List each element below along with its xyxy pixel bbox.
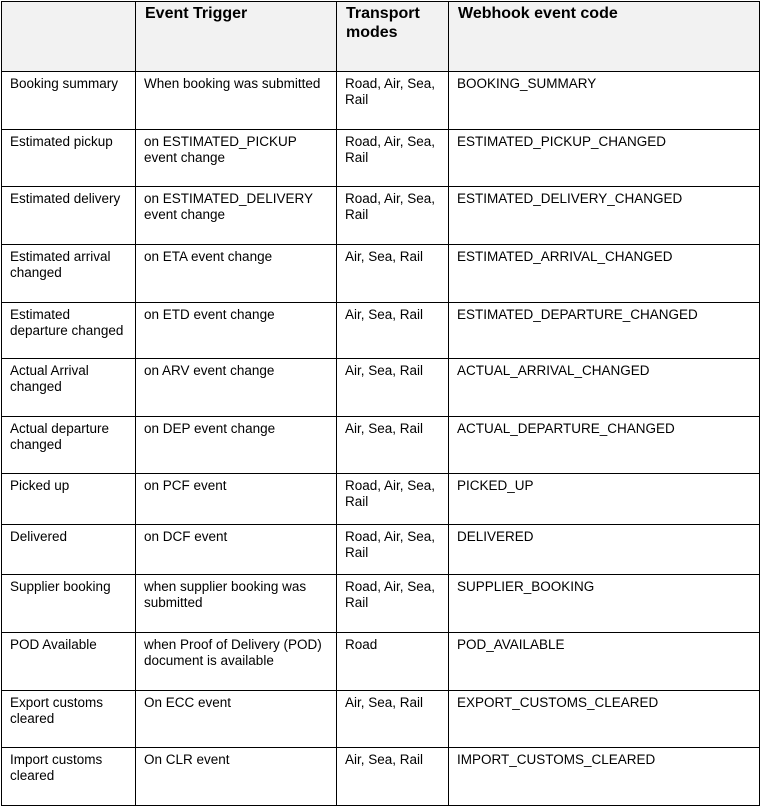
header-transport-modes: Transport modes [337, 2, 449, 72]
webhook-code-cell: BOOKING_SUMMARY [449, 72, 760, 130]
table-row [2, 359, 760, 417]
webhook-code-cell: ACTUAL_DEPARTURE_CHANGED [449, 417, 760, 474]
event-trigger-cell: when supplier booking was submitted [136, 575, 337, 633]
webhook-events-table [1, 1, 760, 806]
table-row [2, 72, 760, 130]
transport-modes-cell: Road [337, 633, 449, 691]
webhook-code-cell: POD_AVAILABLE [449, 633, 760, 691]
event-trigger-cell: On ECC event [136, 691, 337, 748]
webhook-code-cell: SUPPLIER_BOOKING [449, 575, 760, 633]
table-row [2, 474, 760, 525]
webhook-code-cell: ESTIMATED_DELIVERY_CHANGED [449, 187, 760, 245]
event-name-cell: Estimated pickup [2, 130, 136, 187]
transport-modes-cell: Air, Sea, Rail [337, 691, 449, 748]
event-trigger-cell: When booking was submitted [136, 72, 337, 130]
table-row [2, 748, 760, 806]
transport-modes-cell: Air, Sea, Rail [337, 245, 449, 303]
webhook-code-cell: PICKED_UP [449, 474, 760, 525]
table-row [2, 525, 760, 575]
transport-modes-cell: Road, Air, Sea, Rail [337, 575, 449, 633]
webhook-code-cell: ESTIMATED_ARRIVAL_CHANGED [449, 245, 760, 303]
webhook-code-cell: ESTIMATED_DEPARTURE_CHANGED [449, 303, 760, 359]
event-name-cell: Export customs cleared [2, 691, 136, 748]
transport-modes-cell: Road, Air, Sea, Rail [337, 187, 449, 245]
transport-modes-cell: Road, Air, Sea, Rail [337, 130, 449, 187]
transport-modes-cell: Air, Sea, Rail [337, 417, 449, 474]
table-row [2, 130, 760, 187]
table-row [2, 417, 760, 474]
table-row [2, 187, 760, 245]
event-trigger-cell: on ESTIMATED_DELIVERY event change [136, 187, 337, 245]
event-name-cell: POD Available [2, 633, 136, 691]
header-event-trigger: Event Trigger [136, 2, 337, 72]
event-trigger-cell: on ETD event change [136, 303, 337, 359]
event-name-cell: Actual departure changed [2, 417, 136, 474]
event-name-cell: Supplier booking [2, 575, 136, 633]
event-trigger-cell: on PCF event [136, 474, 337, 525]
event-name-cell: Delivered [2, 525, 136, 575]
event-trigger-cell: on ETA event change [136, 245, 337, 303]
event-name-cell: Picked up [2, 474, 136, 525]
event-trigger-cell: on DEP event change [136, 417, 337, 474]
webhook-code-cell: ACTUAL_ARRIVAL_CHANGED [449, 359, 760, 417]
header-webhook-event-code: Webhook event code [449, 2, 760, 72]
table-header-row [2, 2, 760, 72]
event-name-cell: Estimated arrival changed [2, 245, 136, 303]
event-trigger-cell: on ARV event change [136, 359, 337, 417]
event-name-cell: Import customs cleared [2, 748, 136, 806]
webhook-code-cell: IMPORT_CUSTOMS_CLEARED [449, 748, 760, 806]
event-name-cell: Estimated delivery [2, 187, 136, 245]
table-row [2, 245, 760, 303]
transport-modes-cell: Air, Sea, Rail [337, 359, 449, 417]
header-event-name [2, 2, 136, 72]
event-trigger-cell: on DCF event [136, 525, 337, 575]
event-trigger-cell: on ESTIMATED_PICKUP event change [136, 130, 337, 187]
table-row [2, 691, 760, 748]
transport-modes-cell: Road, Air, Sea, Rail [337, 72, 449, 130]
webhook-code-cell: ESTIMATED_PICKUP_CHANGED [449, 130, 760, 187]
event-name-cell: Estimated departure changed [2, 303, 136, 359]
table-row [2, 575, 760, 633]
event-trigger-cell: when Proof of Delivery (POD) document is available [136, 633, 337, 691]
table-row [2, 303, 760, 359]
event-trigger-cell: On CLR event [136, 748, 337, 806]
transport-modes-cell: Air, Sea, Rail [337, 748, 449, 806]
transport-modes-cell: Road, Air, Sea, Rail [337, 474, 449, 525]
webhook-code-cell: DELIVERED [449, 525, 760, 575]
transport-modes-cell: Air, Sea, Rail [337, 303, 449, 359]
event-name-cell: Booking summary [2, 72, 136, 130]
webhook-code-cell: EXPORT_CUSTOMS_CLEARED [449, 691, 760, 748]
event-name-cell: Actual Arrival changed [2, 359, 136, 417]
table-row [2, 633, 760, 691]
transport-modes-cell: Road, Air, Sea, Rail [337, 525, 449, 575]
